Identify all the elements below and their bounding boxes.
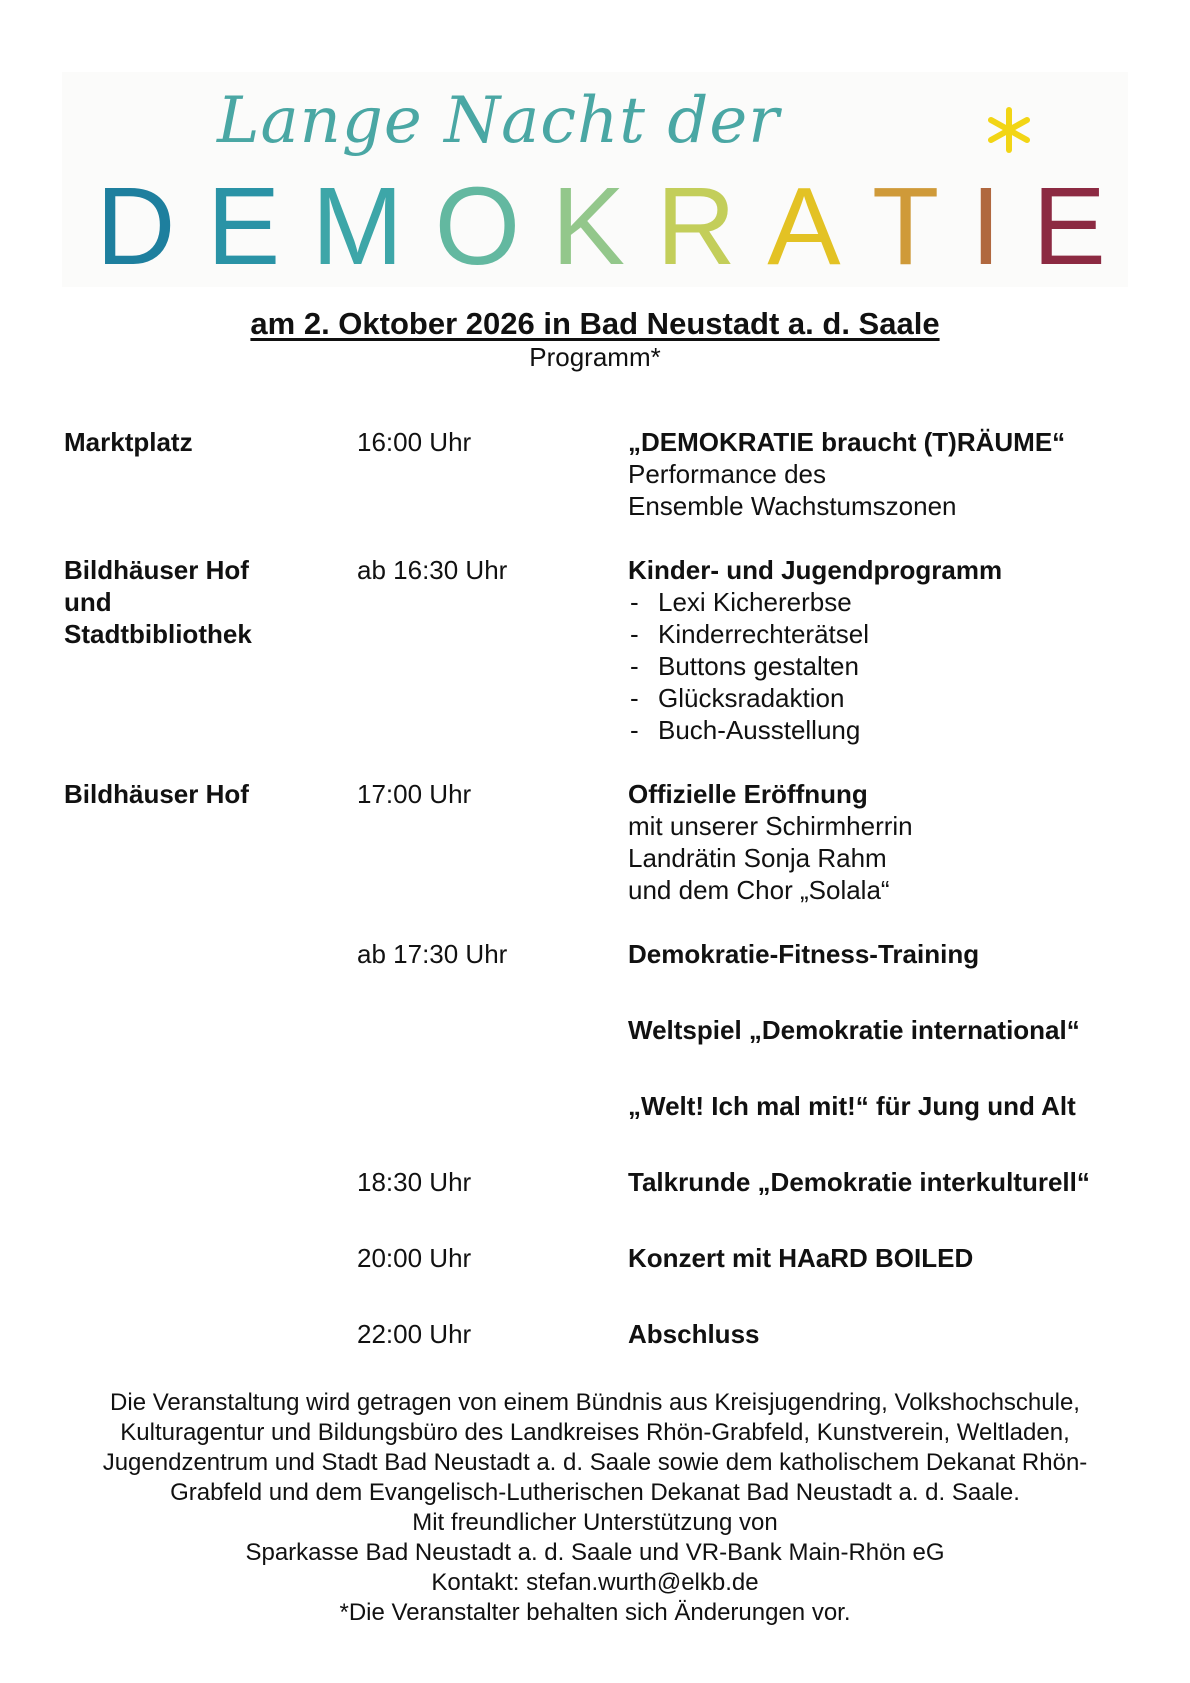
disclaimer: *Die Veranstalter behalten sich Änderungen vor. bbox=[339, 1599, 851, 1626]
event-title: „DEMOKRATIE braucht (T)RÄUME“ bbox=[628, 427, 1066, 457]
time-20-00: 20:00 Uhr bbox=[357, 1243, 472, 1273]
logo-letter: D bbox=[96, 165, 176, 288]
event-date-line: am 2. Oktober 2026 in Bad Neustadt a. d. Saale bbox=[250, 306, 940, 341]
location-line: Bildhäuser Hof bbox=[64, 555, 249, 585]
list-item: - Buttons gestalten bbox=[628, 650, 1148, 682]
footer-line: Sparkasse Bad Neustadt a. d. Saale und VR-Bank Main-Rhön eG bbox=[245, 1539, 945, 1566]
event-detail: Performance des bbox=[628, 459, 826, 489]
logo-letter: T bbox=[871, 165, 940, 288]
event-detail: und dem Chor „Solala“ bbox=[628, 875, 890, 905]
event-kinderprogramm bbox=[628, 554, 1148, 746]
program-label: Programm* bbox=[529, 342, 661, 372]
contact-label: Kontakt: bbox=[431, 1569, 527, 1596]
logo-letter: E bbox=[206, 165, 281, 288]
time-17-00: 17:00 Uhr bbox=[357, 779, 472, 809]
footer-line: Kulturagentur und Bildungsbüro des Landkreises Rhön-Grabfeld, Kunstverein, Weltladen, bbox=[120, 1419, 1070, 1446]
time-22-00: 22:00 Uhr bbox=[357, 1319, 472, 1349]
event-detail: Landrätin Sonja Rahm bbox=[628, 843, 887, 873]
list-item: - Lexi Kichererbse bbox=[628, 586, 1148, 618]
logo-wordmark bbox=[96, 165, 1106, 288]
location-bildhaeuser-hof: Bildhäuser Hof bbox=[64, 779, 249, 809]
location-marktplatz: Marktplatz bbox=[64, 427, 193, 457]
event-title: Offizielle Eröffnung bbox=[628, 779, 868, 809]
event-detail: Ensemble Wachstumszonen bbox=[628, 491, 957, 521]
event-logo bbox=[62, 72, 1128, 287]
list-item: - Kinderrechterätsel bbox=[628, 618, 1148, 650]
logo-letter: E bbox=[1032, 165, 1106, 288]
star-icon bbox=[985, 106, 1033, 154]
footer-line: Die Veranstaltung wird getragen von einem Bündnis aus Kreisjugendring, Volkshochschule, bbox=[110, 1389, 1080, 1416]
logo-letter: A bbox=[767, 165, 841, 288]
logo-script-line: Lange Nacht der bbox=[217, 84, 780, 158]
logo-letter: K bbox=[551, 165, 625, 288]
logo-letter: M bbox=[311, 165, 404, 288]
footer-line: Mit freundlicher Unterstützung von bbox=[412, 1509, 778, 1536]
footer-line: Jugendzentrum und Stadt Bad Neustadt a. d. Saale sowie dem katholischem Dekanat Rhön- bbox=[102, 1449, 1088, 1476]
contact-email-link[interactable]: stefan.wurth@elkb.de bbox=[526, 1569, 759, 1596]
event-talkrunde: Talkrunde „Demokratie interkulturell“ bbox=[628, 1167, 1090, 1197]
time-ab-16-30: ab 16:30 Uhr bbox=[357, 555, 508, 585]
list-item: - Glücksradaktion bbox=[628, 682, 1148, 714]
event-detail: mit unserer Schirmherrin bbox=[628, 811, 913, 841]
event-konzert: Konzert mit HAaRD BOILED bbox=[628, 1243, 974, 1273]
footer-info bbox=[40, 1388, 1150, 1628]
contact-line bbox=[40, 1568, 1150, 1598]
event-title: Kinder- und Jugendprogramm bbox=[628, 555, 1003, 585]
logo-letter: R bbox=[656, 165, 736, 288]
event-fitness-training: Demokratie-Fitness-Training bbox=[628, 939, 980, 969]
event-eroeffnung bbox=[628, 778, 1148, 906]
location-bildhaeuser-hof-stadtbibliothek bbox=[64, 554, 344, 650]
activity-list bbox=[628, 586, 1148, 746]
location-line: Stadtbibliothek bbox=[64, 619, 252, 649]
event-abschluss: Abschluss bbox=[628, 1319, 760, 1349]
time-16-00: 16:00 Uhr bbox=[357, 427, 472, 457]
time-ab-17-30: ab 17:30 Uhr bbox=[357, 939, 508, 969]
logo-letter: I bbox=[970, 165, 1002, 288]
list-item: - Buch-Ausstellung bbox=[628, 714, 1148, 746]
event-performance bbox=[628, 426, 1148, 522]
logo-letter: O bbox=[434, 165, 521, 288]
event-weltspiel: Weltspiel „Demokratie international“ bbox=[628, 1015, 1080, 1045]
location-line: und bbox=[64, 587, 112, 617]
footer-line: Grabfeld und dem Evangelisch-Lutherischen Dekanat Bad Neustadt a. d. Saale. bbox=[170, 1479, 1020, 1506]
time-18-30: 18:30 Uhr bbox=[357, 1167, 472, 1197]
event-welt-ich-mal-mit: „Welt! Ich mal mit!“ für Jung und Alt bbox=[628, 1091, 1076, 1121]
